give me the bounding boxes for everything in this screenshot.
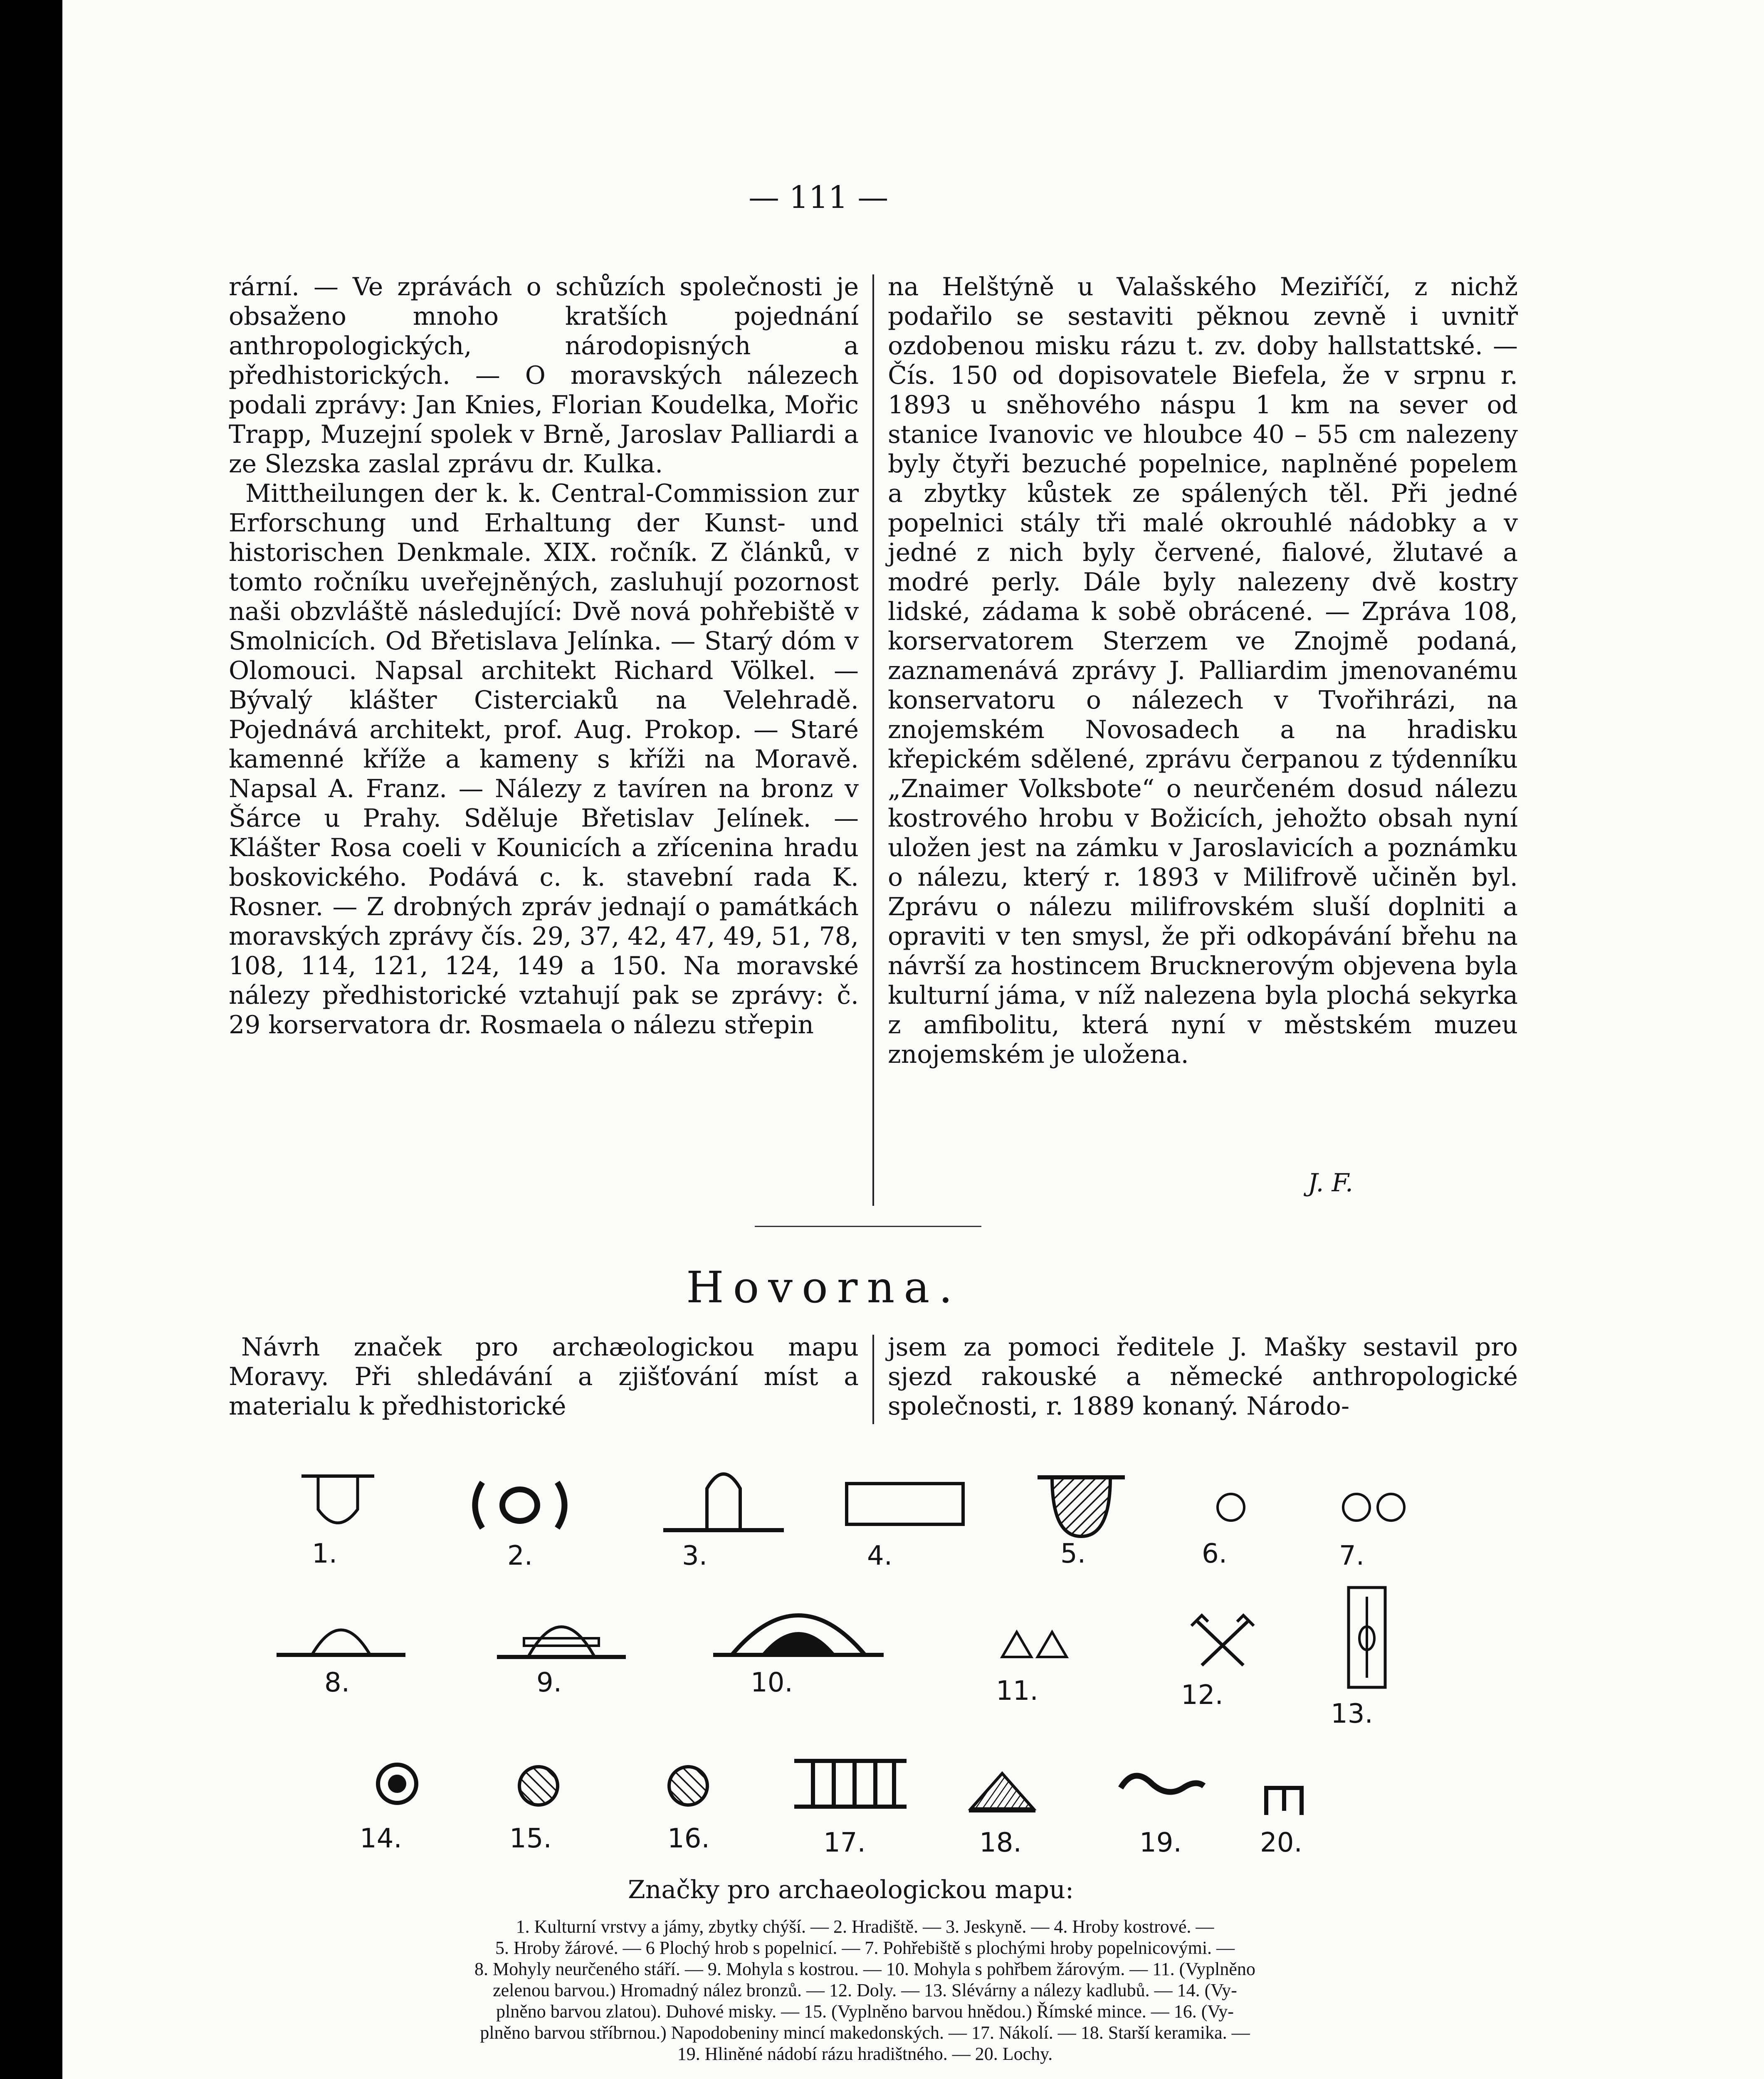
caption-line-3: 8. Mohyly neurčeného stáří. — 9. Mohyla s kostrou. — 10. Mohyla s pohřbem žárovým. — 11. (Vyplněno [474, 1959, 1255, 1979]
symbol-label-1: 1. [312, 1538, 338, 1569]
symbol-7-icon [1339, 1489, 1410, 1526]
symbol-label-6: 6. [1202, 1538, 1228, 1569]
symbol-label-12: 12. [1181, 1680, 1223, 1711]
caption-line-4: zelenou barvou.) Hromadný nález bronzů. — 12. Doly. — 13. Slévárny a nálezy kadlubů. — 14. (Vy- [493, 1980, 1237, 2000]
symbol-label-15: 15. [509, 1823, 552, 1854]
middle-left-column: Návrh značek pro archæologickou mapu Moravy. Při shledávání a zjišťování míst a materialu k předhistorické [229, 1333, 859, 1421]
middle-right-column: jsem za pomoci ředitele J. Mašky sestavil pro sjezd rakouské a německé anthropologické společnosti, r. 1889 konaný. Národo- [888, 1333, 1518, 1421]
paragraph-reports: rární. — Ve zprávách o schůzích společnosti je obsaženo mnoho kratších pojednání anthropologických, národopisných a předhistorických. — O moravských nálezech podali zprávy: Jan Knies, Florian Koudelka, Mořic Trapp, Muzejní spolek v Brně, Jaroslav Palliardi a ze Slezska zaslal zprávu dr. Kulka. [229, 272, 859, 479]
symbol-label-13: 13. [1331, 1699, 1373, 1729]
paragraph-helstyn: na Helštýně u Valašského Meziříčí, z nichž podařilo se sestaviti pěknou zevně i uvnitř ozdobenou misku rázu t. zv. doby hallstattské. — Čís. 150 od dopisovatele Biefela, že v srpnu r. 1893 u sněhového náspu 1 km na sever od stanice Ivanovic ve hloubce 40 – 55 cm nalezeny byly čtyři bezuché popelnice, naplněné popelem a zbytky kůstek ze spálených těl. Při jedné popelnici stály tři malé okrouhlé nádobky a v jedné z nich byly červené, fialové, žlutavé a modré perly. Dále byly nalezeny dvě kostry lidské, zádama k sobě obrácené. — Zpráva 108, korservatorem Sterzem ve Znojmě podaná, zaznamenává zprávy J. Palliardim jmenovanému konservatoru o nálezech v Tvořihrázi, na znojemském Novosadech a na hradisku křepickém sdělené, zprávu čerpanou z týdenníku „Znaimer Volksbote“ o neurčeném dosud nálezu kostrového hrobu v Božicích, jehožto obsah nyní uložen jest na zámku v Jaroslavicích a poznámku o nálezu, který r. 1893 v Milifrově učiněn byl. Zprávu o nálezu milifrovském sluší doplniti a opraviti v ten smysl, že při odkopávání břehu na návrší za hostincem Brucknerovým objevena byla kulturní jáma, v níž nalezena byla plochá sekyrka z amfibolitu, která nyní v městském muzeu znojemském je uložena. [888, 272, 1518, 1069]
signature: J. F. [1308, 1168, 1353, 1198]
symbol-11-icon [998, 1628, 1069, 1661]
symbol-1-icon [297, 1474, 380, 1536]
symbol-16-icon [663, 1761, 713, 1811]
upper-left-column [229, 272, 859, 1040]
symbol-20-icon [1260, 1780, 1310, 1821]
symbol-3-icon [661, 1464, 786, 1534]
symbol-12-icon [1189, 1613, 1256, 1672]
figure-caption-title: Značky pro archaeologickou mapu: [628, 1875, 1074, 1904]
symbol-8-icon [274, 1613, 408, 1663]
page-number: — 111 — [749, 180, 889, 215]
column-divider-middle [872, 1335, 874, 1424]
symbol-2-icon [466, 1478, 574, 1532]
symbol-label-9: 9. [536, 1667, 562, 1698]
symbol-14-icon [372, 1759, 422, 1809]
symbol-label-18: 18. [979, 1827, 1022, 1858]
symbol-label-14: 14. [360, 1823, 402, 1854]
symbol-label-20: 20. [1260, 1827, 1302, 1858]
symbol-label-11: 11. [996, 1676, 1038, 1706]
symbol-5-icon [1035, 1474, 1127, 1541]
symbol-label-7: 7. [1339, 1541, 1365, 1571]
symbol-17-icon [792, 1757, 909, 1811]
caption-line-7: 19. Hliněné nádobí rázu hradištného. — 20. Lochy. [677, 2044, 1053, 2064]
symbol-label-17: 17. [823, 1827, 866, 1858]
symbol-18-icon [967, 1769, 1038, 1815]
symbol-label-3: 3. [682, 1541, 708, 1571]
section-title: Hovorna. [686, 1262, 962, 1313]
symbol-label-16: 16. [667, 1823, 710, 1854]
column-divider-upper [872, 274, 874, 1206]
paragraph-mittheilungen: Mittheilungen der k. k. Central-Commission zur Erforschung und Erhaltung der Kunst- und historischen Denkmale. XIX. ročník. Z článků, v tomto ročníku uveřejněných, zasluhují pozornost naši obzvláště následující: Dvě nová pohřebiště v Smolnicích. Od Břetislava Jelínka. — Starý dóm v Olomouci. Napsal architekt Richard Völkel. — Bývalý klášter Cisterciaků na Velehradě. Pojednává architekt, prof. Aug. Prokop. — Staré kamenné kříže a kameny s kříži na Moravě. Napsal A. Franz. — Nálezy z tavíren na bronz v Šárce u Prahy. Sděluje Břetislav Jelínek. — Klášter Rosa coeli v Kounicích a zřícenina hradu boskovického. Podává c. k. stavební rada K. Rosner. — Z drobných zpráv jednají o památkách moravských zprávy čís. 29, 37, 42, 47, 49, 51, 78, 108, 114, 121, 124, 149 a 150. Na moravské nálezy předhistorické vztahují pak se zprávy: č. 29 korservatora dr. Rosmaela o nálezu střepin [229, 479, 859, 1040]
caption-line-2: 5. Hroby žárové. — 6 Plochý hrob s popelnicí. — 7. Pohřebiště s plochými hroby popelnicovými. — [495, 1938, 1235, 1958]
symbol-10-icon [711, 1593, 886, 1667]
caption-line-1: 1. Kulturní vrstvy a jámy, zbytky chýší. — 2. Hradiště. — 3. Jeskyně. — 4. Hroby kostrové. — [516, 1916, 1214, 1937]
symbol-13-icon [1345, 1584, 1391, 1692]
symbol-label-4: 4. [867, 1541, 893, 1571]
symbol-4-icon [844, 1480, 969, 1530]
document-page [62, 0, 1764, 2079]
symbol-label-2: 2. [507, 1541, 533, 1571]
symbol-label-10: 10. [751, 1667, 793, 1698]
symbol-6-icon [1212, 1489, 1250, 1526]
caption-line-5: plněno barvou zlatou). Duhové misky. — 15. (Vyplněno barvou hnědou.) Římské mince. — 16. (Vy- [496, 2001, 1234, 2022]
symbol-label-19: 19. [1139, 1827, 1182, 1858]
section-rule [755, 1226, 981, 1227]
symbol-label-8: 8. [324, 1667, 350, 1698]
symbol-19-icon [1117, 1763, 1208, 1809]
figure-caption [241, 1916, 1489, 2064]
symbol-15-icon [514, 1761, 563, 1811]
caption-line-6: plněno barvou stříbrnou.) Napodobeniny mincí makedonských. — 17. Nákolí. — 18. Starší keramika. — [480, 2022, 1250, 2043]
upper-right-column [888, 272, 1518, 1069]
symbol-label-5: 5. [1060, 1538, 1086, 1569]
symbol-9-icon [495, 1605, 628, 1667]
